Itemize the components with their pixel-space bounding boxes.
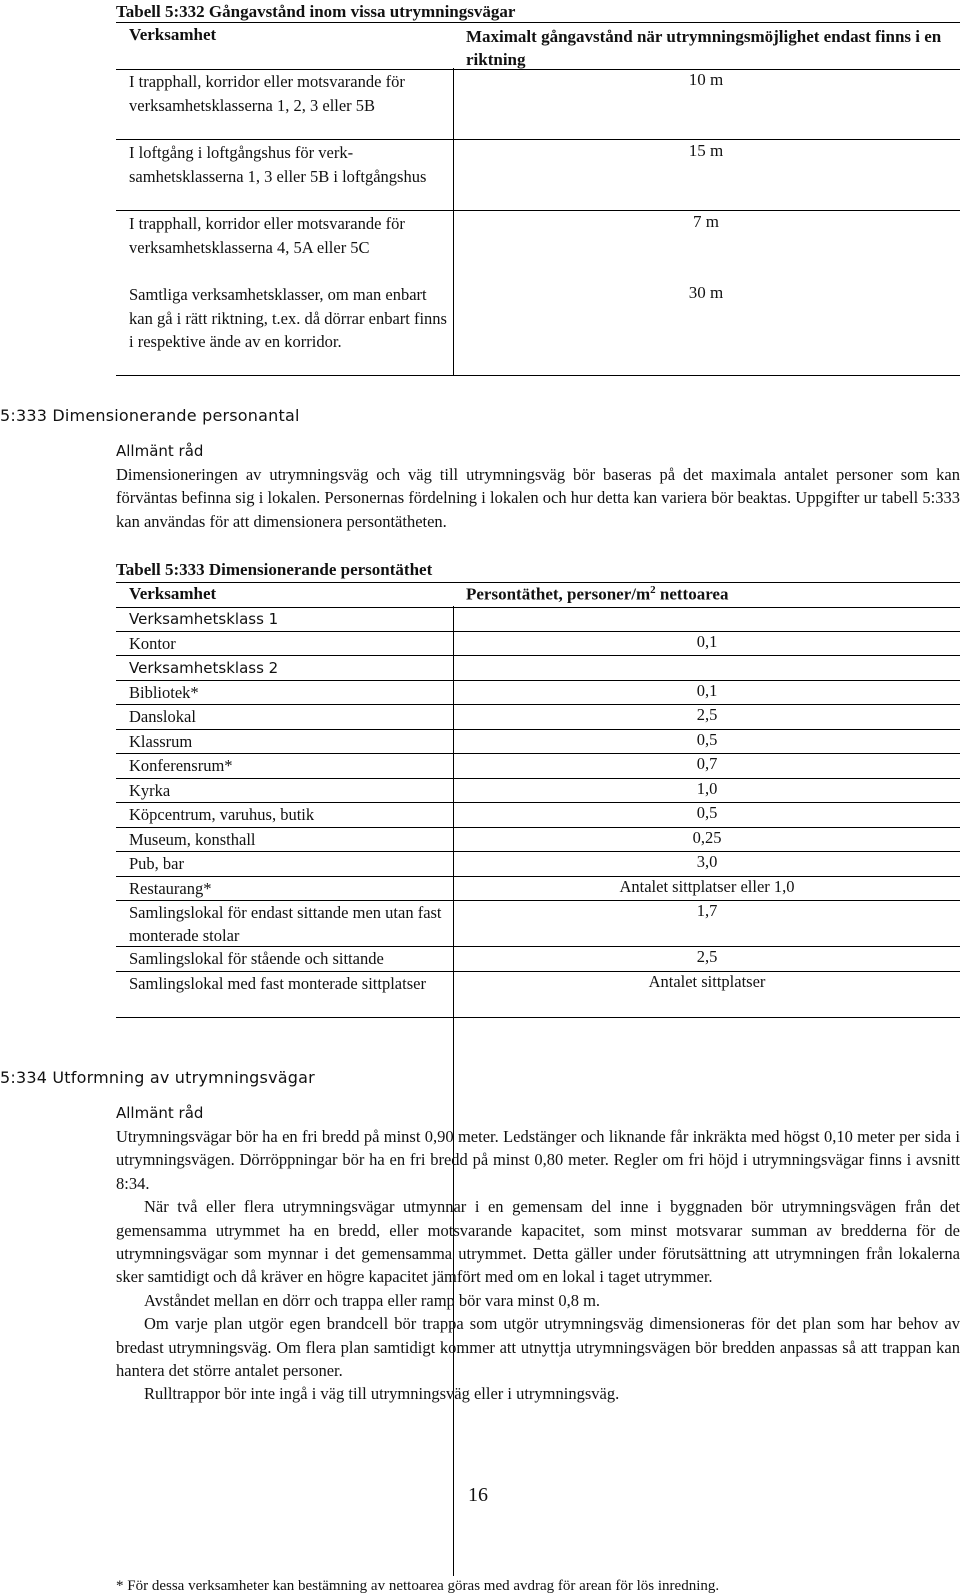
cell-activity: Kontor — [129, 633, 176, 653]
cell-activity: Samlingslokal för endast sittande men utan fast monterade stolar — [129, 903, 442, 945]
cell-density: 2,5 — [696, 705, 718, 724]
cell-activity: Köpcentrum, varuhus, butik — [129, 805, 315, 824]
cell-density: 3,0 — [696, 852, 718, 871]
table-row — [116, 631, 960, 657]
header-suffix: nettoarea — [655, 584, 729, 604]
cell-activity: Samlingslokal med fast monterade sittplatser — [129, 973, 426, 993]
table-footnote: * För dessa verksamheter kan bestämning av nettoarea göras med avdrag för arean för lös inredning. — [116, 1578, 720, 1594]
table-row — [116, 680, 960, 706]
table-row — [116, 778, 960, 804]
table-group-row — [116, 655, 960, 681]
table-header-row — [116, 582, 960, 608]
table-row — [116, 704, 960, 730]
cell-distance: 10 m — [688, 70, 724, 89]
table-row — [116, 876, 960, 902]
cell-density: 1,0 — [696, 778, 718, 798]
cell-density: Antalet sittplatser — [648, 971, 766, 991]
column-divider — [453, 68, 454, 375]
cell-density: 0,5 — [696, 729, 718, 749]
cell-activity: Restaurang* — [129, 878, 212, 898]
cell-density: 2,5 — [696, 947, 718, 966]
paragraph: Dimensioneringen av utrymningsväg och väg till utrymningsväg bör baseras på det maximala antalet personer som kan förväntas befinna sig i lokalen. Personernas fördelning i lokalen och hur detta kan variera bör beaktas. Uppgifter ur tabell 5:333 kan användas för att dimensionera persontätheten. — [116, 465, 960, 531]
advice-label: Allmänt råd — [116, 1104, 204, 1122]
paragraph: När två eller flera utrymningsvägar utmynnar i en gemensam del inne i byggnaden bör utrymningsvägen från det gemensamma utrymmet ha en bredd, eller motsvarande kapacitet, som minst motsvarar summan av bredderna för de utrymningsvägar som mynnar i det gemensamma utrymmet. Detta gäller under förutsättning att utrymningen från lokalerna sker samtidigt och då kräver en högre kapacitet jämfört med om en lokal i taget utrymmer. — [116, 1197, 960, 1287]
header-text: Persontäthet, personer/m — [466, 584, 651, 604]
cell-activity: Danslokal — [129, 707, 196, 726]
section-heading-5-334: 5:334 Utformning av utrymningsvägar — [0, 1068, 315, 1087]
column-header-activity: Verksamhet — [129, 25, 217, 44]
cell-activity: Verksamhetsklass 1 — [129, 610, 279, 628]
table-row — [116, 753, 960, 779]
table-group-row — [116, 606, 960, 632]
cell-activity: Verksamhetsklass 2 — [129, 659, 279, 677]
cell-activity: Kyrka — [129, 780, 171, 800]
table-row — [116, 946, 960, 972]
cell-distance: 7 m — [693, 212, 719, 231]
header-superscript: 2 — [650, 584, 656, 596]
paragraph: Rulltrappor bör inte ingå i väg till utrymningsväg eller i utrymningsväg. — [144, 1384, 620, 1404]
cell-density: 0,7 — [696, 754, 718, 773]
cell-activity: Bibliotek* — [129, 682, 199, 702]
table-title: Tabell 5:333 Dimensionerande persontäthet — [116, 560, 433, 579]
cell-density: 0,1 — [696, 680, 718, 700]
section-heading-5-333: 5:333 Dimensionerande personantal — [0, 406, 300, 425]
paragraph: Om varje plan utgör egen brandcell bör trappa som utgör utrymningsväg dimensioneras för det plan som har behov av bredast utrymningsväg. Om flera plan samtidigt kommer att utnyttja utrymningsvägen bör bredden anpassas så att trappan kan hantera det större antalet personer. — [116, 1314, 960, 1381]
advice-label: Allmänt råd — [116, 442, 204, 460]
section-334-text — [116, 1125, 960, 1406]
table-row — [116, 851, 960, 877]
cell-distance: 30 m — [688, 283, 724, 302]
cell-density: 1,7 — [696, 901, 718, 920]
table-header-row — [116, 22, 960, 70]
table-row — [116, 729, 960, 755]
column-header-distance: Maximalt gångavstånd när utrymningsmöjlighet endast finns i en riktning — [466, 27, 942, 69]
table-title: Tabell 5:332 Gångavstånd inom vissa utrymningsvägar — [116, 2, 516, 21]
cell-activity: Klassrum — [129, 731, 193, 751]
cell-activity: Samlingslokal för stående och sittande — [129, 949, 384, 968]
cell-activity: Konferensrum* — [129, 756, 233, 775]
cell-density: Antalet sittplatser eller 1,0 — [619, 876, 795, 896]
cell-activity: I loftgång i loftgångshus för verk-samhetsklasserna 1, 3 eller 5B i loftgångshus — [129, 143, 427, 186]
cell-density: 0,5 — [696, 803, 718, 822]
table-row — [116, 802, 960, 828]
table-row — [116, 210, 960, 281]
paragraph: Avståndet mellan en dörr och trappa eller ramp bör vara minst 0,8 m. — [144, 1290, 601, 1310]
column-divider — [453, 606, 454, 1576]
page-number: 16 — [468, 1484, 488, 1506]
table-row — [116, 139, 960, 211]
paragraph: Utrymningsvägar bör ha en fri bredd på minst 0,90 meter. Ledstänger och liknande får inkräkta med högst 0,10 meter per sida i utrymningsvägen. Dörröppningar bör ha en fri bredd på minst 0,80 meter. Regler om fri höjd i utrymningsvägar finns i avsnitt 8:34. — [116, 1127, 960, 1193]
cell-density: 0,1 — [696, 631, 718, 651]
table-row — [116, 281, 960, 376]
cell-activity: I trapphall, korridor eller motsvarande för verksamhetsklasserna 4, 5A eller 5C — [129, 214, 405, 257]
table-row — [116, 971, 960, 1018]
cell-density: 0,25 — [692, 827, 722, 847]
cell-activity: Pub, bar — [129, 854, 184, 873]
column-header-activity: Verksamhet — [129, 584, 217, 603]
cell-activity: I trapphall, korridor eller motsvarande för verksamhetsklasserna 1, 2, 3 eller 5B — [129, 72, 405, 115]
table-row — [116, 68, 960, 140]
section-333-paragraph — [116, 463, 960, 533]
cell-activity: Museum, konsthall — [129, 829, 256, 849]
cell-activity: Samtliga verksamhetsklasser, om man enbart kan gå i rätt riktning, t.ex. då dörrar enbart finns i respektive ände av en korridor. — [129, 285, 447, 351]
table-row — [116, 827, 960, 853]
table-row — [116, 900, 960, 947]
cell-distance: 15 m — [688, 141, 724, 160]
column-header-density — [466, 584, 728, 605]
